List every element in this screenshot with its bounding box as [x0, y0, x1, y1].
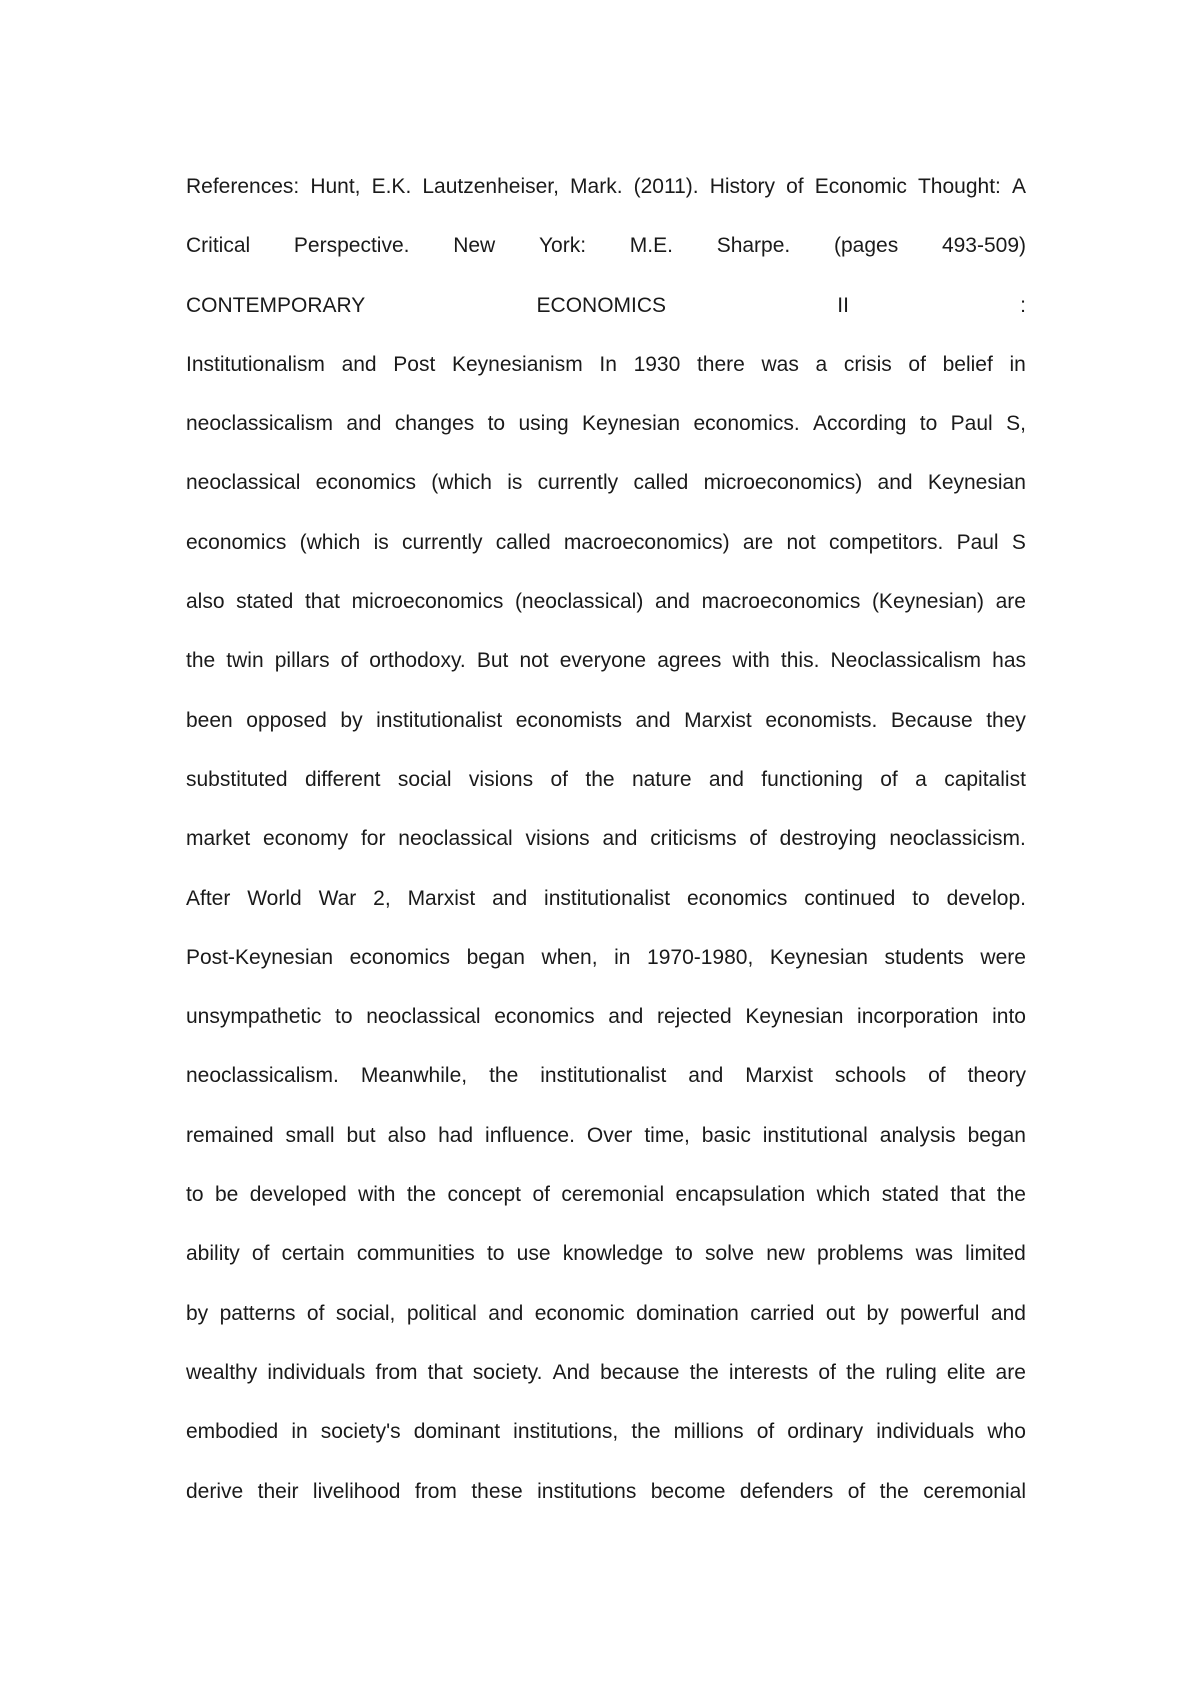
word: Because [890, 708, 973, 732]
word: A [1011, 175, 1026, 198]
word: New [453, 234, 496, 258]
word: Thought: [917, 175, 1001, 198]
word: the [585, 767, 615, 791]
word: 1970-1980, [647, 945, 754, 969]
word: E.K. [371, 175, 412, 198]
word: that [304, 590, 340, 614]
word: Critical [186, 234, 251, 258]
word: are [995, 1360, 1026, 1384]
word: 1930 [633, 352, 681, 376]
word: by [866, 1301, 889, 1325]
text-line [186, 170, 1026, 229]
word: solve [705, 1242, 755, 1266]
word: and [990, 1301, 1026, 1325]
word: communities [356, 1242, 475, 1266]
text-line [186, 466, 1026, 525]
word: economics. [693, 412, 800, 436]
word: Institutionalism [186, 352, 325, 376]
word: was [915, 1242, 953, 1266]
word: society. [472, 1360, 543, 1384]
word: by [186, 1301, 209, 1325]
word: Marxist [745, 1064, 813, 1088]
text-line [186, 1178, 1026, 1237]
word: orthodoxy. [369, 649, 466, 673]
word: to [675, 1242, 693, 1266]
word: ruling [885, 1360, 937, 1384]
word: carried [750, 1301, 815, 1325]
word: (2011). [633, 175, 699, 198]
word: remained [186, 1123, 274, 1147]
word: patterns [219, 1301, 296, 1325]
word: and [341, 352, 377, 376]
text-line [186, 941, 1026, 1000]
word: had [438, 1123, 474, 1147]
word: because [600, 1360, 680, 1384]
word: Neoclassicalism [830, 649, 982, 673]
word: small [285, 1123, 335, 1147]
text-line [186, 1059, 1026, 1118]
word: powerful [900, 1301, 980, 1325]
word: Economic [814, 175, 907, 198]
word: been [186, 708, 233, 732]
word: institutionalist [544, 886, 671, 910]
word: has [992, 649, 1026, 673]
word: in [1009, 352, 1026, 376]
word: microeconomics [351, 590, 504, 614]
word: of [532, 1183, 550, 1207]
text-line [186, 229, 1026, 288]
word: developed [249, 1183, 347, 1207]
word: domination [636, 1301, 739, 1325]
word: : [1020, 293, 1026, 317]
word: social, [335, 1301, 396, 1325]
text-line [186, 704, 1026, 763]
word: ECONOMICS [536, 293, 667, 317]
word: knowledge [562, 1242, 664, 1266]
word: not [519, 649, 549, 673]
word: economics [186, 530, 287, 554]
word: stated [236, 590, 294, 614]
word: interests [728, 1360, 809, 1384]
word: stated [881, 1183, 939, 1207]
word: neoclassicism. [889, 827, 1026, 851]
word: economic [534, 1301, 625, 1325]
word: crisis [843, 352, 892, 376]
word: which [816, 1183, 871, 1207]
word: everyone [559, 649, 647, 673]
word: (which [299, 530, 361, 554]
word: these [471, 1479, 523, 1503]
word: York: [538, 234, 587, 258]
word: Hunt, [310, 175, 361, 198]
word: economics [315, 471, 417, 495]
word: a [915, 767, 927, 791]
word: wealthy [186, 1360, 258, 1384]
word: But [476, 649, 509, 673]
word: develop. [946, 886, 1026, 910]
word: Paul [950, 412, 993, 436]
word: society's [320, 1420, 401, 1444]
word: is [507, 471, 523, 495]
word: and [346, 412, 382, 436]
word: Post [393, 352, 436, 376]
word: into [992, 1005, 1026, 1029]
word: called [495, 530, 551, 554]
word: become [650, 1479, 726, 1503]
word: (Keynesian) [871, 590, 984, 614]
text-line [186, 763, 1026, 822]
word: of [818, 1360, 836, 1384]
text-line [186, 407, 1026, 466]
word: Post-Keynesian [186, 945, 334, 969]
word: problems [817, 1242, 904, 1266]
word: to [919, 412, 938, 436]
text-line [186, 1119, 1026, 1178]
word: certain [281, 1242, 345, 1266]
word: criticisms [650, 827, 737, 851]
word: Sharpe. [716, 234, 791, 258]
word: of [251, 1242, 270, 1266]
word: who [987, 1420, 1026, 1444]
word: with [358, 1183, 396, 1207]
word: ability [186, 1242, 240, 1266]
word: changes [394, 412, 475, 436]
word: to [486, 1242, 505, 1266]
word: the [489, 1064, 519, 1088]
word: defenders [739, 1479, 834, 1503]
word: using [518, 412, 569, 436]
word: After [186, 886, 231, 910]
word: use [516, 1242, 551, 1266]
word: individuals [267, 1360, 366, 1384]
word: and [635, 708, 671, 732]
document-body [186, 170, 1026, 1534]
word: the [996, 1183, 1026, 1207]
word: 2, [373, 886, 391, 910]
word: institutionalist [540, 1064, 667, 1088]
word: twin [226, 649, 264, 673]
text-line [186, 882, 1026, 941]
word: institutions [537, 1479, 637, 1503]
text-line [186, 289, 1026, 348]
word: there [696, 352, 745, 376]
word: World [247, 886, 302, 910]
word: capitalist [944, 767, 1026, 791]
word: encapsulation [675, 1183, 806, 1207]
word: livelihood [312, 1479, 401, 1503]
word: limited [965, 1242, 1026, 1266]
word: Paul [956, 530, 999, 554]
word: pillars [274, 649, 330, 673]
word: are [742, 530, 774, 554]
word: functioning [761, 767, 863, 791]
word: In [599, 352, 617, 376]
word: References: [186, 175, 300, 198]
word: time, [644, 1123, 690, 1147]
text-line [186, 1475, 1026, 1534]
word: millions [673, 1420, 744, 1444]
word: political [406, 1301, 477, 1325]
word: ordinary [787, 1420, 864, 1444]
word: be [214, 1183, 239, 1207]
word: of [880, 767, 898, 791]
word: began [466, 945, 525, 969]
word: According [813, 412, 907, 436]
word: in [614, 945, 631, 969]
text-line [186, 1000, 1026, 1059]
word: (neoclassical) [514, 590, 644, 614]
word: Meanwhile, [360, 1064, 468, 1088]
word: of [749, 827, 767, 851]
word: S [1011, 530, 1026, 554]
text-line [186, 348, 1026, 407]
text-line [186, 585, 1026, 644]
word: institutional [762, 1123, 868, 1147]
word: that [427, 1360, 463, 1384]
word: Mark. [570, 175, 623, 198]
word: competitors. [828, 530, 944, 554]
word: derive [186, 1479, 244, 1503]
word: analysis [879, 1123, 956, 1147]
word: Perspective. [293, 234, 410, 258]
word: opposed [246, 708, 327, 732]
word: elite [946, 1360, 986, 1384]
word: visions [525, 827, 590, 851]
word: to [335, 1005, 353, 1029]
word: called [633, 471, 689, 495]
text-line [186, 644, 1026, 703]
word: Keynesianism [451, 352, 583, 376]
word: Marxist [684, 708, 752, 732]
word: by [340, 708, 363, 732]
word: they [986, 708, 1026, 732]
text-line [186, 1356, 1026, 1415]
word: Keynesian [769, 945, 868, 969]
word: ceremonial [561, 1183, 665, 1207]
word: agrees [657, 649, 722, 673]
word: concept [447, 1183, 522, 1207]
word: and [492, 886, 528, 910]
word: social [397, 767, 452, 791]
word: microeconomics) [703, 471, 863, 495]
word: rejected [656, 1005, 732, 1029]
word: but [346, 1123, 376, 1147]
word: dominant [413, 1420, 501, 1444]
word: S, [1006, 412, 1026, 436]
word: and [877, 471, 913, 495]
word: Lautzenheiser, [422, 175, 559, 198]
word: were [980, 945, 1026, 969]
word: of [928, 1064, 946, 1088]
word: the [186, 649, 216, 673]
word: and [654, 590, 690, 614]
word: visions [468, 767, 534, 791]
word: and [488, 1301, 524, 1325]
word: continued [804, 886, 896, 910]
word: their [257, 1479, 299, 1503]
word: schools [834, 1064, 907, 1088]
word: students [884, 945, 964, 969]
word: of [340, 649, 359, 673]
word: individuals [876, 1420, 975, 1444]
word: also [186, 590, 225, 614]
word: Marxist [407, 886, 476, 910]
word: Keynesian [745, 1005, 844, 1029]
word: macroeconomics) [563, 530, 730, 554]
word: the [846, 1360, 876, 1384]
word: out [825, 1301, 856, 1325]
word: of [550, 767, 568, 791]
word: neoclassical [398, 827, 513, 851]
word: neoclassical [366, 1005, 481, 1029]
word: CONTEMPORARY [186, 293, 366, 317]
word: Keynesian [927, 471, 1026, 495]
word: neoclassicalism. [186, 1064, 339, 1088]
word: substituted [186, 767, 288, 791]
word: economists. [765, 708, 878, 732]
word: when, [541, 945, 598, 969]
word: from [375, 1360, 418, 1384]
word: this. [780, 649, 820, 673]
word: the [879, 1479, 909, 1503]
word: economists [515, 708, 622, 732]
word: institutionalist [376, 708, 503, 732]
text-line [186, 1415, 1026, 1474]
word: and [602, 827, 638, 851]
word: And [552, 1360, 590, 1384]
word: nature [631, 767, 692, 791]
word: (pages [833, 234, 899, 258]
text-line [186, 526, 1026, 585]
word: currently [537, 471, 619, 495]
word: M.E. [629, 234, 673, 258]
word: currently [402, 530, 483, 554]
word: to [186, 1183, 204, 1207]
word: market [186, 827, 251, 851]
word: economy [262, 827, 349, 851]
word: destroying [779, 827, 877, 851]
word: a [815, 352, 828, 376]
word: of [306, 1301, 325, 1325]
word: economics [686, 886, 788, 910]
word: neoclassicalism [186, 412, 334, 436]
word: with [732, 649, 770, 673]
word: also [387, 1123, 427, 1147]
word: institutions, [513, 1420, 619, 1444]
word: began [967, 1123, 1026, 1147]
text-line [186, 1237, 1026, 1296]
word: and [688, 1064, 724, 1088]
word: the [689, 1360, 719, 1384]
word: that [950, 1183, 986, 1207]
word: unsympathetic [186, 1005, 322, 1029]
word: was [761, 352, 799, 376]
word: basic [701, 1123, 751, 1147]
word: the [406, 1183, 437, 1207]
word: Over [586, 1123, 633, 1147]
word: War [318, 886, 357, 910]
word: new [766, 1242, 805, 1266]
word: different [304, 767, 381, 791]
word: in [291, 1420, 308, 1444]
word: the [631, 1420, 661, 1444]
word: is [373, 530, 389, 554]
word: of [756, 1420, 775, 1444]
word: ceremonial [923, 1479, 1026, 1503]
word: to [912, 886, 930, 910]
word: incorporation [857, 1005, 979, 1029]
word: Keynesian [582, 412, 681, 436]
word: of [786, 175, 804, 198]
word: not [786, 530, 816, 554]
word: macroeconomics [701, 590, 861, 614]
word: and [608, 1005, 644, 1029]
word: and [708, 767, 744, 791]
word: influence. [485, 1123, 575, 1147]
word: 493-509) [941, 234, 1026, 258]
word: of [908, 352, 926, 376]
word: of [847, 1479, 866, 1503]
word: II [837, 293, 849, 317]
word: embodied [186, 1420, 279, 1444]
word: to [487, 412, 506, 436]
word: economics [494, 1005, 595, 1029]
word: economics [349, 945, 451, 969]
text-line [186, 822, 1026, 881]
word: (which [431, 471, 492, 495]
word: History [709, 175, 776, 198]
word: are [995, 590, 1026, 614]
word: from [414, 1479, 457, 1503]
word: neoclassical [186, 471, 301, 495]
word: for [360, 827, 386, 851]
word: belief [942, 352, 993, 376]
text-line [186, 1297, 1026, 1356]
word: theory [967, 1064, 1026, 1088]
